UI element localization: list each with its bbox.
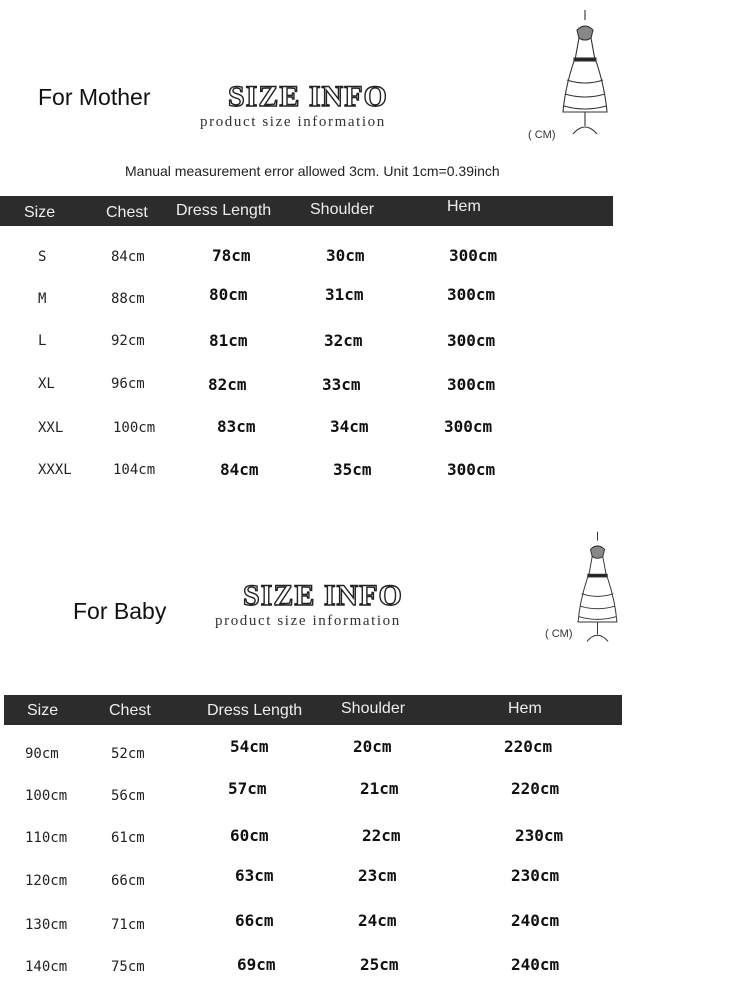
baby-cell-chest: 52cm xyxy=(111,746,145,762)
baby-size-info-title: SIZE INFO xyxy=(243,579,403,612)
mother-cell-dress-length: 84cm xyxy=(220,460,259,479)
baby-cell-shoulder: 23cm xyxy=(358,866,397,885)
baby-cell-shoulder: 21cm xyxy=(360,779,399,798)
mother-cell-size: L xyxy=(38,333,47,349)
baby-cell-shoulder: 22cm xyxy=(362,826,401,845)
mother-cell-hem: 300cm xyxy=(444,417,493,436)
baby-cell-size: 100cm xyxy=(25,788,68,804)
baby-cell-chest: 71cm xyxy=(111,917,145,933)
baby-cell-hem: 240cm xyxy=(511,911,560,930)
mother-cell-size: XXL xyxy=(38,420,64,436)
mother-header-shoulder: Shoulder xyxy=(310,201,375,218)
baby-cell-chest: 66cm xyxy=(111,873,145,889)
mother-cell-shoulder: 32cm xyxy=(324,331,363,350)
mother-header-size: Size xyxy=(24,204,56,221)
baby-cell-chest: 56cm xyxy=(111,788,145,804)
mother-table-header xyxy=(0,196,613,226)
mother-size-info-subtitle: product size information xyxy=(200,114,386,130)
mother-cell-shoulder: 30cm xyxy=(326,246,365,265)
baby-header-size: Size xyxy=(27,702,59,719)
mother-cell-size: XL xyxy=(38,376,55,392)
mother-cell-dress-length: 78cm xyxy=(212,246,251,265)
mother-cell-chest: 92cm xyxy=(111,333,145,349)
baby-table-header xyxy=(4,695,622,725)
mother-cell-dress-length: 80cm xyxy=(209,285,248,304)
baby-cell-hem: 230cm xyxy=(515,826,564,845)
baby-cell-dress-length: 66cm xyxy=(235,911,274,930)
mother-cell-hem: 300cm xyxy=(447,375,496,394)
mother-cell-shoulder: 35cm xyxy=(333,460,372,479)
baby-cell-hem: 220cm xyxy=(504,737,553,756)
baby-cell-hem: 240cm xyxy=(511,955,560,974)
baby-cell-size: 140cm xyxy=(25,959,68,975)
baby-header-hem: Hem xyxy=(508,700,542,717)
baby-header-dress-length: Dress Length xyxy=(207,702,303,719)
baby-cell-size: 120cm xyxy=(25,873,68,889)
baby-cell-dress-length: 60cm xyxy=(230,826,269,845)
mother-size-info-title: SIZE INFO xyxy=(228,80,388,113)
baby-unit-tag: ( CM) xyxy=(545,628,573,640)
dress-form-icon-baby xyxy=(570,530,625,645)
mother-cell-size: XXXL xyxy=(38,462,72,478)
mother-cell-hem: 300cm xyxy=(449,246,498,265)
mother-unit-tag: ( CM) xyxy=(528,129,556,141)
baby-cell-dress-length: 69cm xyxy=(237,955,276,974)
mother-cell-shoulder: 34cm xyxy=(330,417,369,436)
baby-header-shoulder: Shoulder xyxy=(341,700,406,717)
mother-group-label: For Mother xyxy=(38,84,151,110)
mother-cell-size: M xyxy=(38,291,47,307)
baby-cell-shoulder: 24cm xyxy=(358,911,397,930)
mother-cell-shoulder: 33cm xyxy=(322,375,361,394)
mother-cell-chest: 104cm xyxy=(113,462,156,478)
mother-cell-dress-length: 83cm xyxy=(217,417,256,436)
measurement-note: Manual measurement error allowed 3cm. Unit 1cm=0.39inch xyxy=(125,163,500,179)
dress-form-icon xyxy=(555,8,615,138)
baby-header-chest: Chest xyxy=(109,702,151,719)
mother-cell-hem: 300cm xyxy=(447,331,496,350)
baby-cell-chest: 75cm xyxy=(111,959,145,975)
baby-cell-chest: 61cm xyxy=(111,830,145,846)
baby-cell-hem: 220cm xyxy=(511,779,560,798)
baby-group-label: For Baby xyxy=(73,598,167,624)
baby-cell-size: 90cm xyxy=(25,746,59,762)
mother-cell-hem: 300cm xyxy=(447,285,496,304)
mother-cell-dress-length: 81cm xyxy=(209,331,248,350)
mother-cell-size: S xyxy=(38,249,47,265)
baby-size-info-subtitle: product size information xyxy=(215,613,401,629)
baby-cell-dress-length: 54cm xyxy=(230,737,269,756)
baby-cell-size: 130cm xyxy=(25,917,68,933)
baby-cell-dress-length: 57cm xyxy=(228,779,267,798)
mother-header-hem: Hem xyxy=(447,198,481,215)
baby-cell-dress-length: 63cm xyxy=(235,866,274,885)
mother-cell-chest: 96cm xyxy=(111,376,145,392)
mother-cell-shoulder: 31cm xyxy=(325,285,364,304)
mother-header-chest: Chest xyxy=(106,204,148,221)
mother-cell-chest: 100cm xyxy=(113,420,156,436)
mother-header-dress-length: Dress Length xyxy=(176,202,272,219)
mother-cell-dress-length: 82cm xyxy=(208,375,247,394)
baby-cell-shoulder: 20cm xyxy=(353,737,392,756)
mother-cell-chest: 84cm xyxy=(111,249,145,265)
baby-cell-hem: 230cm xyxy=(511,866,560,885)
mother-cell-hem: 300cm xyxy=(447,460,496,479)
baby-cell-shoulder: 25cm xyxy=(360,955,399,974)
baby-cell-size: 110cm xyxy=(25,830,68,846)
mother-cell-chest: 88cm xyxy=(111,291,145,307)
